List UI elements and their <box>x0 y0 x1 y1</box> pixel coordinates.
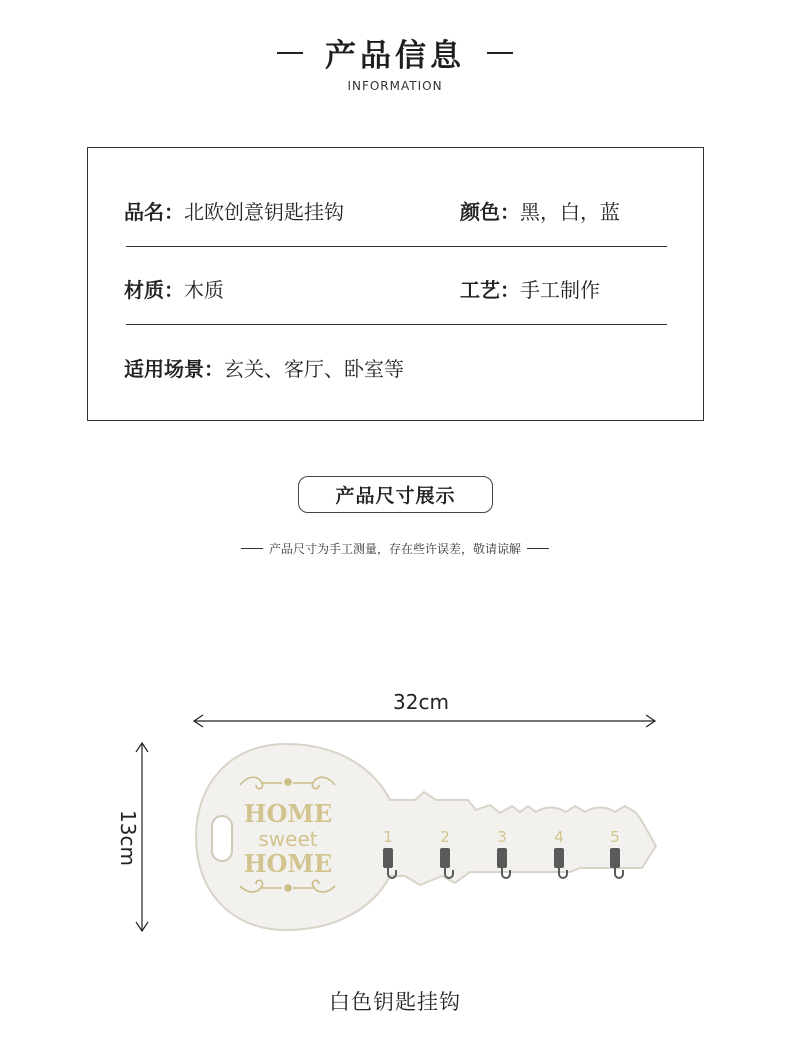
board-text-home-bottom: HOME <box>243 849 333 878</box>
divider <box>126 324 667 325</box>
product-scene <box>124 353 404 382</box>
height-dimension-label: 13cm <box>115 810 140 866</box>
board-text-sweet: sweet <box>258 827 318 851</box>
hook-plate-4 <box>554 848 564 868</box>
note-dash-right <box>527 548 549 549</box>
hook-plate-5 <box>610 848 620 868</box>
divider <box>126 246 667 247</box>
craft-value: 手工制作 <box>520 278 600 302</box>
color-label: 颜色： <box>460 200 520 224</box>
product-caption: 白色钥匙挂钩 <box>329 990 461 1014</box>
product-name <box>124 196 344 225</box>
scene-value: 玄关、客厅、卧室等 <box>224 357 404 381</box>
scene-label: 适用场景： <box>124 357 224 381</box>
hook-number-4: 4 <box>554 828 564 846</box>
board-text-home-top: HOME <box>243 799 333 828</box>
product-craft <box>460 274 600 303</box>
color-value: 黑，白，蓝 <box>520 200 620 224</box>
material-label: 材质： <box>124 278 184 302</box>
title-dash-left <box>277 52 303 54</box>
width-arrow <box>194 715 655 727</box>
material-value: 木质 <box>184 278 224 302</box>
hook-number-2: 2 <box>440 828 450 846</box>
section-header <box>0 30 790 93</box>
hook-number-3: 3 <box>497 828 507 846</box>
hook-number-1: 1 <box>383 828 393 846</box>
width-dimension-label: 32cm <box>393 690 449 714</box>
product-colors <box>460 196 620 225</box>
page-title: 产品信息 <box>325 38 465 74</box>
size-note-text: 产品尺寸为手工测量，存在些许误差，敬请谅解 <box>268 542 521 556</box>
hook-number-5: 5 <box>610 828 620 846</box>
hook-plate-3 <box>497 848 507 868</box>
product-info-box <box>87 147 704 421</box>
craft-label: 工艺： <box>460 278 520 302</box>
name-value: 北欧创意钥匙挂钩 <box>184 200 344 224</box>
name-label: 品名： <box>124 200 184 224</box>
product-material <box>124 274 224 303</box>
hook-plate-2 <box>440 848 450 868</box>
note-dash-left <box>241 548 263 549</box>
size-note <box>0 540 790 557</box>
title-dash-right <box>487 52 513 54</box>
size-section-title: 产品尺寸展示 <box>298 476 493 513</box>
page-subtitle: INFORMATION <box>347 79 443 93</box>
hook-plate-1 <box>383 848 393 868</box>
